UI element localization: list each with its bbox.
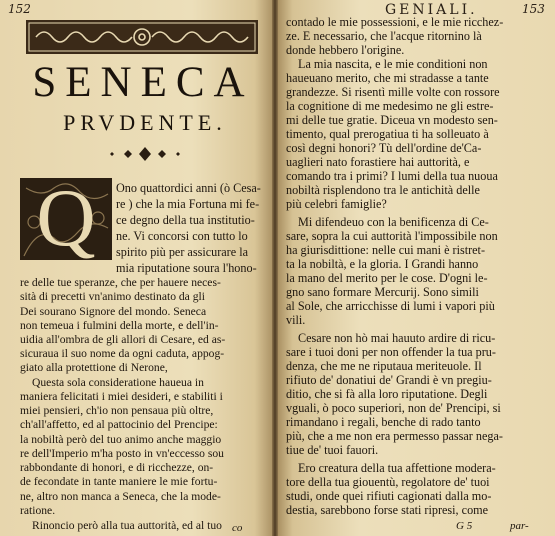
text-line: ch'all'affetto, ed al pattocinio del Prencipe: [20, 418, 218, 432]
text-line: ratione. [20, 503, 56, 517]
text-line: sità di precetti vn'animo destinato da gli [20, 290, 205, 304]
text-line: uidia all'ombra de gli allori di Cesare, ed as- [20, 332, 226, 346]
text-line: rimandano i regali, benche di rado tanto [286, 415, 481, 429]
text-line: re delle tue speranze, che per hauere neces- [20, 276, 221, 289]
text-line: così degni honori? Tù dell'ordine de'Ca- [286, 141, 482, 155]
text-line: tiue de' tuoi fauori. [286, 443, 379, 457]
text-line: timento, qual prerogatiua ti ha solleuato à [286, 127, 489, 141]
text-line: vili. [286, 313, 306, 327]
text-line: ce degno della tua institutio- [116, 213, 255, 227]
text-line: rifiuto de' donatiui de' Grandi è vn pregiu- [286, 373, 492, 387]
text-line: nobiltà risplendono tra le antichità delle [286, 183, 480, 197]
initial-letter: Q [36, 172, 96, 263]
text-line: rabbondante di honori, e di ricchezze, on- [20, 461, 214, 475]
text-line: la nobiltà però del tuo animo anche maggio [20, 432, 222, 446]
text-line: mi delle tue gratie. Diceua vn modesto sen- [286, 113, 498, 127]
text-line: al Sole, che arricchisse di lumi i vapori più [286, 299, 495, 313]
text-line: non temeua i fulmini della morte, e dell'in- [20, 318, 219, 332]
running-head: GENIALI. [385, 2, 478, 18]
chapter-title: SENECA [32, 59, 254, 106]
decorated-initial [20, 172, 112, 263]
text-line: Ero creatura della tua affettione modera- [298, 461, 496, 475]
text-line: la mano del merito per le cose. D'ogni le- [286, 271, 488, 285]
catchword: co [232, 522, 243, 534]
text-line: studi, onde quei rifiuti cagionati dalla mo- [286, 489, 492, 503]
text-line: sicuraua il suo nome da ogni caduta, appog- [20, 347, 225, 361]
text-line: contado le mie possessioni, e le mie ricchez- [286, 15, 504, 29]
text-line: ha giurisdittione: nelle cui mani è ristret- [286, 243, 486, 257]
right-page-number: 153 [522, 2, 545, 16]
text-line: sare i tuoi doni per non offender la tua pru- [286, 345, 496, 359]
catchword: par- [510, 520, 529, 532]
left-page-number: 152 [8, 2, 31, 16]
text-line: ditio, che si fà alla loro riputatione. Degli [286, 387, 488, 401]
text-line: mia riputatione soura l'hono- [116, 261, 257, 275]
text-line: destia, sarebbono forse stati ripresi, come [286, 503, 489, 517]
text-line: Cesare non hò mai hauuto ardire di ricu- [298, 331, 496, 345]
text-line: Dei sourano Signore del mondo. Seneca [20, 304, 207, 318]
text-line: giato alla protettione di Nerone, [20, 361, 168, 375]
text-line: haueuano merito, che mi stradasse a tante [286, 71, 489, 85]
fleuron-divider [100, 145, 190, 163]
text-line: la cognitione di me medesimo ne gli estre- [286, 99, 494, 113]
text-line: vguali, ò poco superiori, non de' Prencipi, si [286, 401, 501, 415]
text-line: La mia nascita, e le mie conditioni non [298, 57, 488, 71]
text-line: re ) che la mia Fortuna mi fe- [116, 197, 260, 211]
text-line: Rinoncio però alla tua auttorità, ed al tuo [32, 519, 222, 532]
text-line: Ono quattordici anni (ò Cesa- [116, 181, 261, 195]
text-line: ze. E necessario, che l'acque ritornino là [286, 29, 482, 43]
headpiece-ornament [26, 20, 258, 54]
text-line: tore della tua giouentù, regolatore de' tuoi [286, 475, 490, 489]
text-line: gno sano formare Mercurij. Sono simili [286, 285, 479, 299]
text-line: comando tra i primi? I lumi della tua nuoua [286, 169, 498, 183]
book-gutter [272, 0, 278, 536]
text-line: re dell'Imperio m'ha posto in vn'eccesso sou [20, 446, 224, 460]
chapter-subtitle: PRVDENTE. [63, 110, 227, 135]
text-line: grandezze. Si risentì mille volte con rossore [286, 85, 500, 99]
text-line: miei pensieri, ch'io non pensaua più oltre, [20, 404, 214, 418]
text-line: Mi difendeuo con la benificenza di Ce- [298, 215, 489, 229]
text-line: uaglieri nato forastiere hai auttorità, e [286, 155, 470, 169]
text-line: sare, sopra la cui auttorità l'impossibile non [286, 229, 498, 243]
text-line: più, che a me non era permesso passar nega- [286, 429, 503, 443]
text-line: Questa sola consideratione haueua in [32, 375, 204, 389]
text-line: spirito più per assicurare la [116, 245, 248, 259]
text-line: ne. Vi concorsi con tutto lo [116, 229, 248, 243]
text-line: più celebri famiglie? [286, 197, 387, 211]
text-line: maniera felicitati i miei desideri, e stabiliti i [20, 389, 223, 403]
text-line: ta la nobiltà, e la gloria. I Grandi hanno [286, 257, 479, 271]
text-line: denza, che me ne riputaua meriteuole. Il [286, 359, 482, 373]
text-line: ne, altro non manca a Seneca, che la mode- [20, 489, 221, 503]
text-line: donde hebbero l'origine. [286, 43, 405, 57]
text-line: de fecondate in tante maniere le mie fortu- [20, 475, 218, 489]
signature-mark: G 5 [456, 520, 473, 532]
left-page [0, 0, 274, 536]
